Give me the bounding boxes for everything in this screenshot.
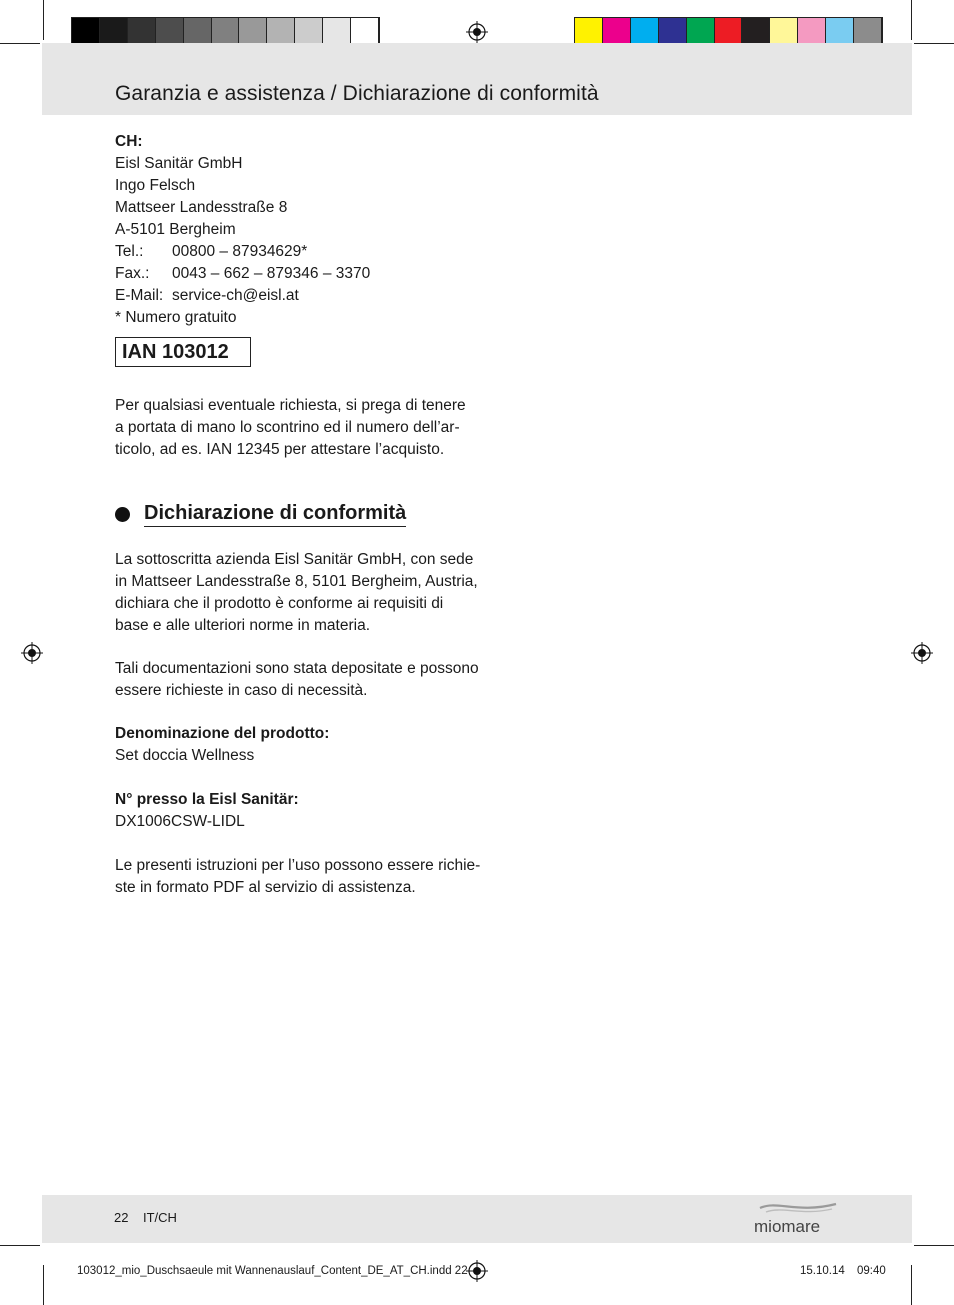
contact-footnote: * Numero gratuito [115,309,237,326]
logo-text: miomare [754,1217,821,1236]
paragraph-line: dichiara che il prodotto è conforme ai requisiti di [115,595,444,612]
contact-street: Mattseer Landesstraße 8 [115,199,288,216]
number-value: DX1006CSW-LIDL [115,813,245,830]
ian-box: IAN 103012 [115,337,251,367]
color-swatch [826,18,854,46]
color-swatch [156,18,184,46]
paragraph-line: Tali documentazioni sono stata depositate e possono [115,660,479,677]
note-line: a portata di mano lo scontrino ed il numero dell’ar- [115,419,460,436]
crop-mark [0,1245,40,1246]
color-swatch [295,18,323,46]
fax-value: 0043 – 662 – 879346 – 3370 [172,265,371,282]
slug-filename: 103012_mio_Duschsaeule mit Wannenauslauf_Content_DE_AT_CH.indd 22 [77,1265,468,1277]
paragraph-line: Le presenti istruzioni per l’uso possono essere richie- [115,857,481,874]
section-title: Dichiarazione di conformità [144,502,406,527]
color-swatch [323,18,351,46]
crop-mark [914,1245,954,1246]
paragraph-line: base e alle ulteriori norme in materia. [115,617,371,634]
contact-person: Ingo Felsch [115,177,196,194]
color-swatch [100,18,128,46]
registration-mark-icon [466,1260,488,1282]
color-swatch [659,18,687,46]
color-swatch [267,18,295,46]
color-swatch [575,18,603,46]
crop-mark [0,43,40,44]
fax-label: Fax.: [115,265,150,282]
crop-mark [914,43,954,44]
contact-city: A-5101 Bergheim [115,221,236,238]
paragraph-line: La sottoscritta azienda Eisl Sanitär GmbH, con sede [115,551,474,568]
color-swatch [603,18,631,46]
tel-value: 00800 – 87934629* [172,243,308,260]
crop-mark [911,0,912,40]
crop-mark [43,0,44,40]
page-title: Garanzia e assistenza / Dichiarazione di conformità [115,82,599,105]
color-swatch [128,18,156,46]
crop-mark [911,1265,912,1305]
slug-time: 09:40 [857,1265,886,1277]
section-heading [115,500,406,528]
bullet-icon [115,507,130,522]
miomare-logo [752,1200,842,1236]
color-swatch [742,18,770,46]
color-swatch [715,18,743,46]
contact-company: Eisl Sanitär GmbH [115,155,243,172]
note-line: Per qualsiasi eventuale richiesta, si prega di tenere [115,397,466,414]
language-code: IT/CH [143,1210,177,1225]
paragraph-line: essere richieste in caso di necessità. [115,682,368,699]
page-number: 22 [114,1210,129,1225]
color-swatch [687,18,715,46]
crop-mark [43,1265,44,1305]
contact-fax [115,263,370,285]
color-swatch [770,18,798,46]
registration-mark-icon [911,642,933,664]
contact-tel [115,241,307,263]
color-swatch [798,18,826,46]
email-label: E-Mail: [115,287,164,304]
color-swatch [212,18,240,46]
contact-email [115,285,299,307]
product-value: Set doccia Wellness [115,747,255,764]
registration-mark-icon [466,21,488,43]
contact-region: CH: [115,133,143,150]
note-line: ticolo, ad es. IAN 12345 per attestare l’acquisto. [115,441,445,458]
paragraph-line: ste in formato PDF al servizio di assistenza. [115,879,416,896]
color-swatch [72,18,100,46]
registration-mark-icon [21,642,43,664]
number-label: N° presso la Eisl Sanitär: [115,791,299,808]
color-swatch [239,18,267,46]
product-label: Denominazione del prodotto: [115,725,330,742]
paragraph-line: in Mattseer Landesstraße 8, 5101 Bergheim, Austria, [115,573,478,590]
color-swatch [351,18,379,46]
color-swatch [631,18,659,46]
email-value: service-ch@eisl.at [172,287,299,304]
slug-date: 15.10.14 [800,1265,845,1277]
tel-label: Tel.: [115,243,144,260]
color-swatch [854,18,882,46]
color-swatch [184,18,212,46]
